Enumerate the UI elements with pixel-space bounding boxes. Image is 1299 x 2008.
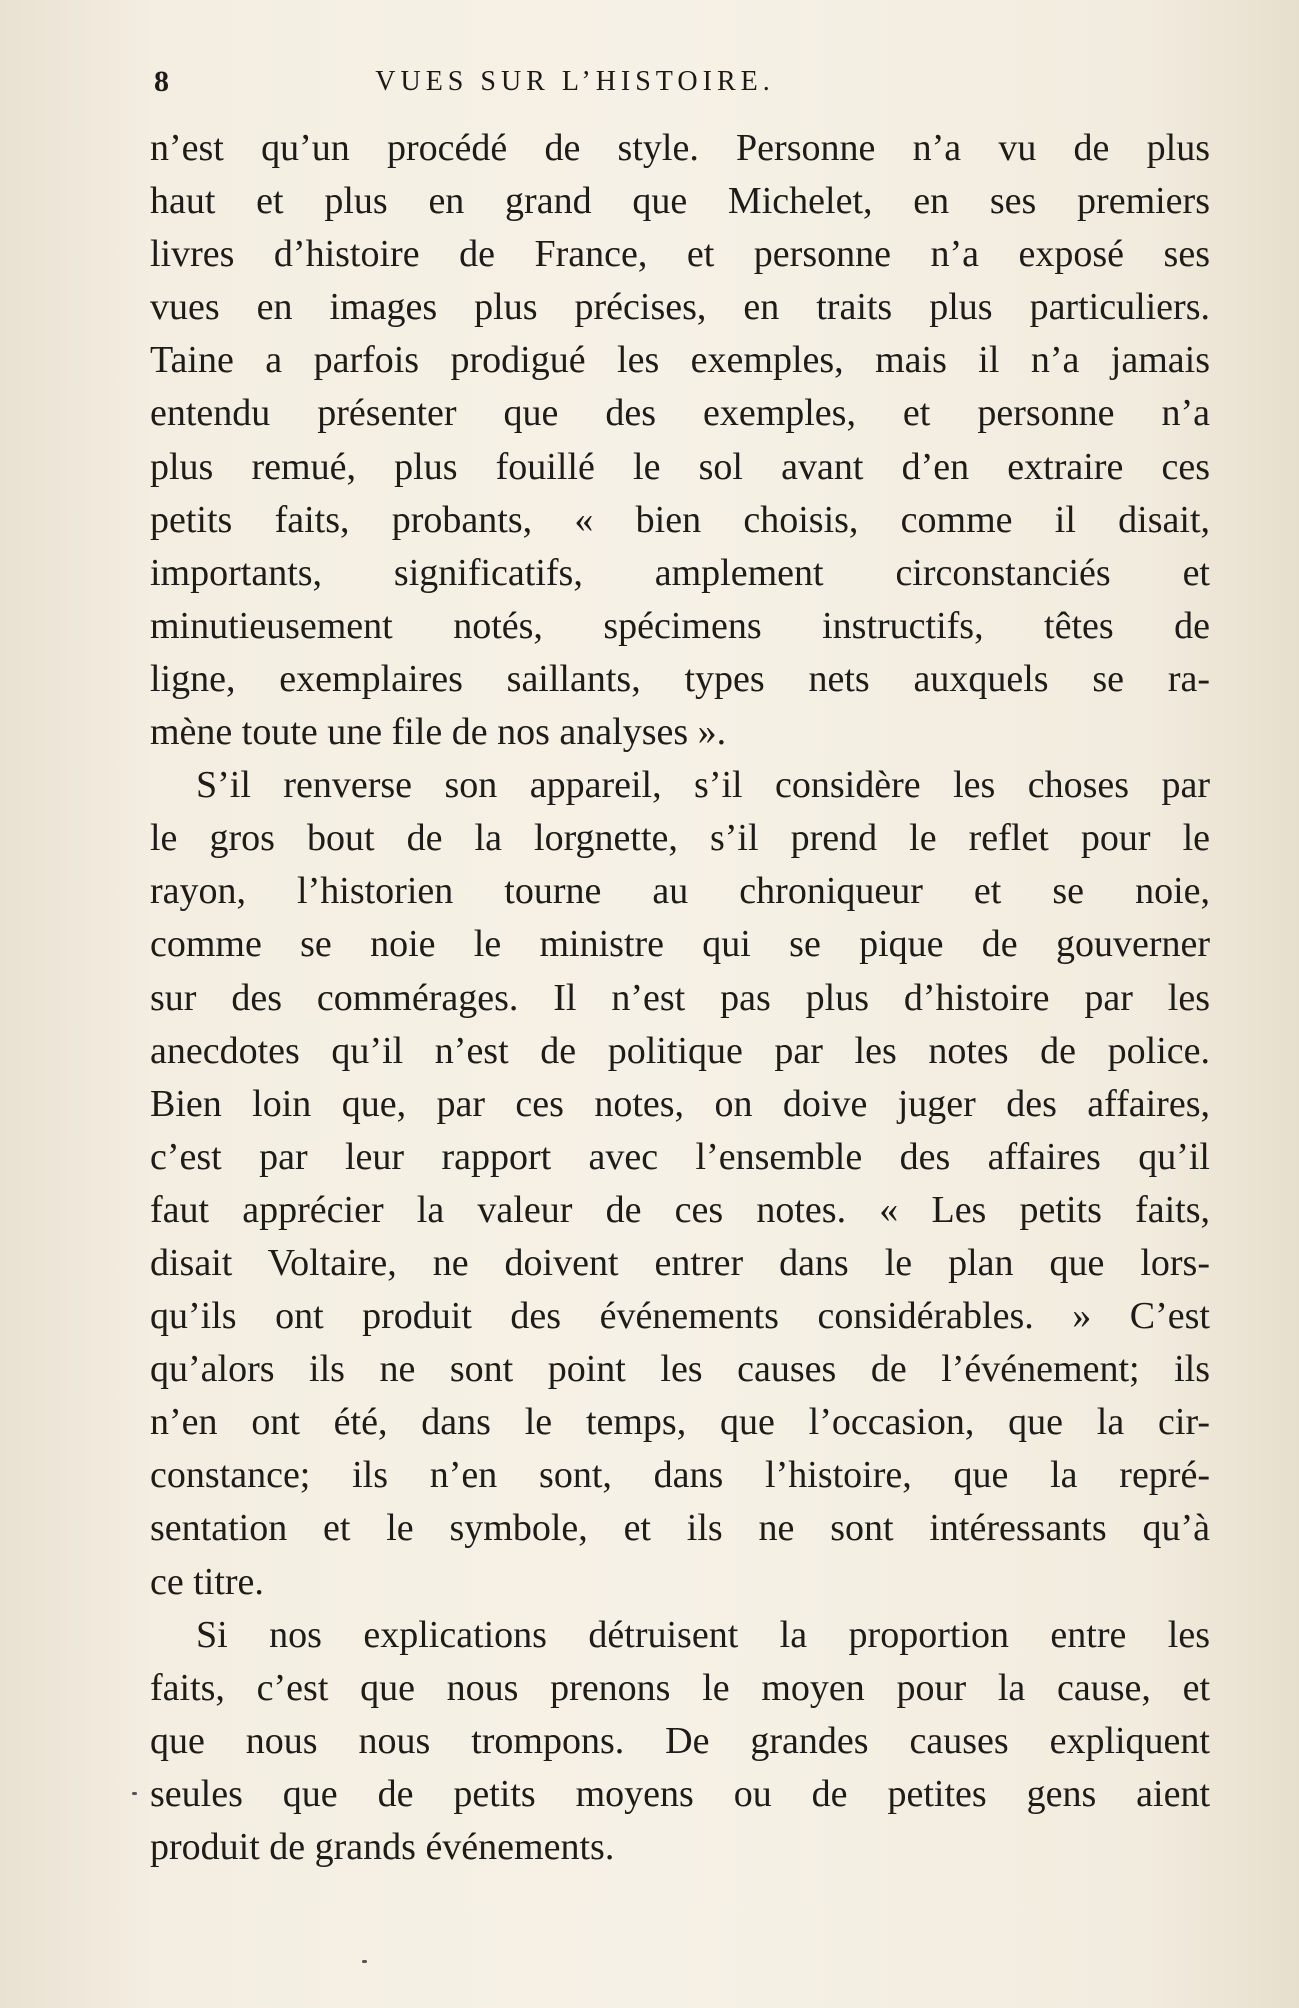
text-line: ce titre.	[150, 1560, 264, 1603]
text-line: qu’ils ont produit des événements considérables. » C’est	[150, 1295, 1210, 1338]
text-line: comme se noie le ministre qui se pique de gouverner	[150, 923, 1210, 966]
text-line: seules que de petits moyens ou de petites gens aient	[150, 1772, 1210, 1815]
paragraph-1	[150, 122, 1210, 759]
text-line: Bien loin que, par ces notes, on doive juger des affaires,	[150, 1082, 1210, 1125]
text-line: qu’alors ils ne sont point les causes de l’événement; ils	[150, 1348, 1210, 1391]
text-line: petits faits, probants, « bien choisis, comme il disait,	[150, 498, 1210, 541]
text-line: n’est qu’un procédé de style. Personne n’a vu de plus	[150, 127, 1210, 169]
text-line: produit de grands événements.	[150, 1826, 615, 1868]
text-line: ligne, exemplaires saillants, types nets auxquels se ra-	[150, 657, 1210, 700]
text-line: Taine a parfois prodigué les exemples, mais il n’a jamais	[150, 339, 1210, 382]
text-line: rayon, l’historien tourne au chroniqueur et se noie,	[150, 870, 1210, 913]
text-line: plus remué, plus fouillé le sol avant d’en extraire ces	[150, 445, 1210, 488]
text-line: c’est par leur rapport avec l’ensemble des affaires qu’il	[150, 1135, 1210, 1178]
text-line: vues en images plus précises, en traits plus particuliers.	[150, 286, 1210, 329]
paragraph-2	[150, 759, 1210, 1609]
text-line: faut apprécier la valeur de ces notes. « Les petits faits,	[150, 1188, 1210, 1231]
print-speck	[362, 1960, 367, 1963]
text-line: entendu présenter que des exemples, et personne n’a	[150, 392, 1210, 435]
text-line: constance; ils n’en sont, dans l’histoire, que la repré-	[150, 1454, 1210, 1497]
text-line: sentation et le symbole, et ils ne sont intéressants qu’à	[150, 1507, 1210, 1550]
text-line: n’en ont été, dans le temps, que l’occasion, que la cir-	[150, 1401, 1210, 1444]
print-speck	[132, 1792, 137, 1795]
text-line: Si nos explications détruisent la proportion entre les	[196, 1613, 1210, 1656]
running-title: VUES SUR L’HISTOIRE.	[375, 66, 775, 97]
page-number: 8	[154, 65, 169, 98]
text-line: faits, c’est que nous prenons le moyen pour la cause, et	[150, 1666, 1210, 1709]
text-line: disait Voltaire, ne doivent entrer dans le plan que lors-	[150, 1241, 1210, 1284]
text-line: minutieusement notés, spécimens instructifs, têtes de	[150, 604, 1210, 647]
page-header	[150, 62, 1210, 102]
text-line: anecdotes qu’il n’est de politique par les notes de police.	[150, 1029, 1210, 1072]
text-line: importants, significatifs, amplement circonstanciés et	[150, 551, 1210, 594]
text-line: S’il renverse son appareil, s’il considère les choses par	[196, 764, 1210, 807]
paragraph-3	[150, 1609, 1210, 1874]
text-line: que nous nous trompons. De grandes causes expliquent	[150, 1719, 1210, 1762]
body-text	[150, 122, 1210, 1874]
text-line: mène toute une file de nos analyses ».	[150, 711, 727, 754]
text-line: sur des commérages. Il n’est pas plus d’histoire par les	[150, 976, 1210, 1019]
text-line: le gros bout de la lorgnette, s’il prend le reflet pour le	[150, 817, 1210, 860]
text-line: haut et plus en grand que Michelet, en ses premiers	[150, 180, 1210, 223]
text-line: livres d’histoire de France, et personne n’a exposé ses	[150, 233, 1210, 276]
